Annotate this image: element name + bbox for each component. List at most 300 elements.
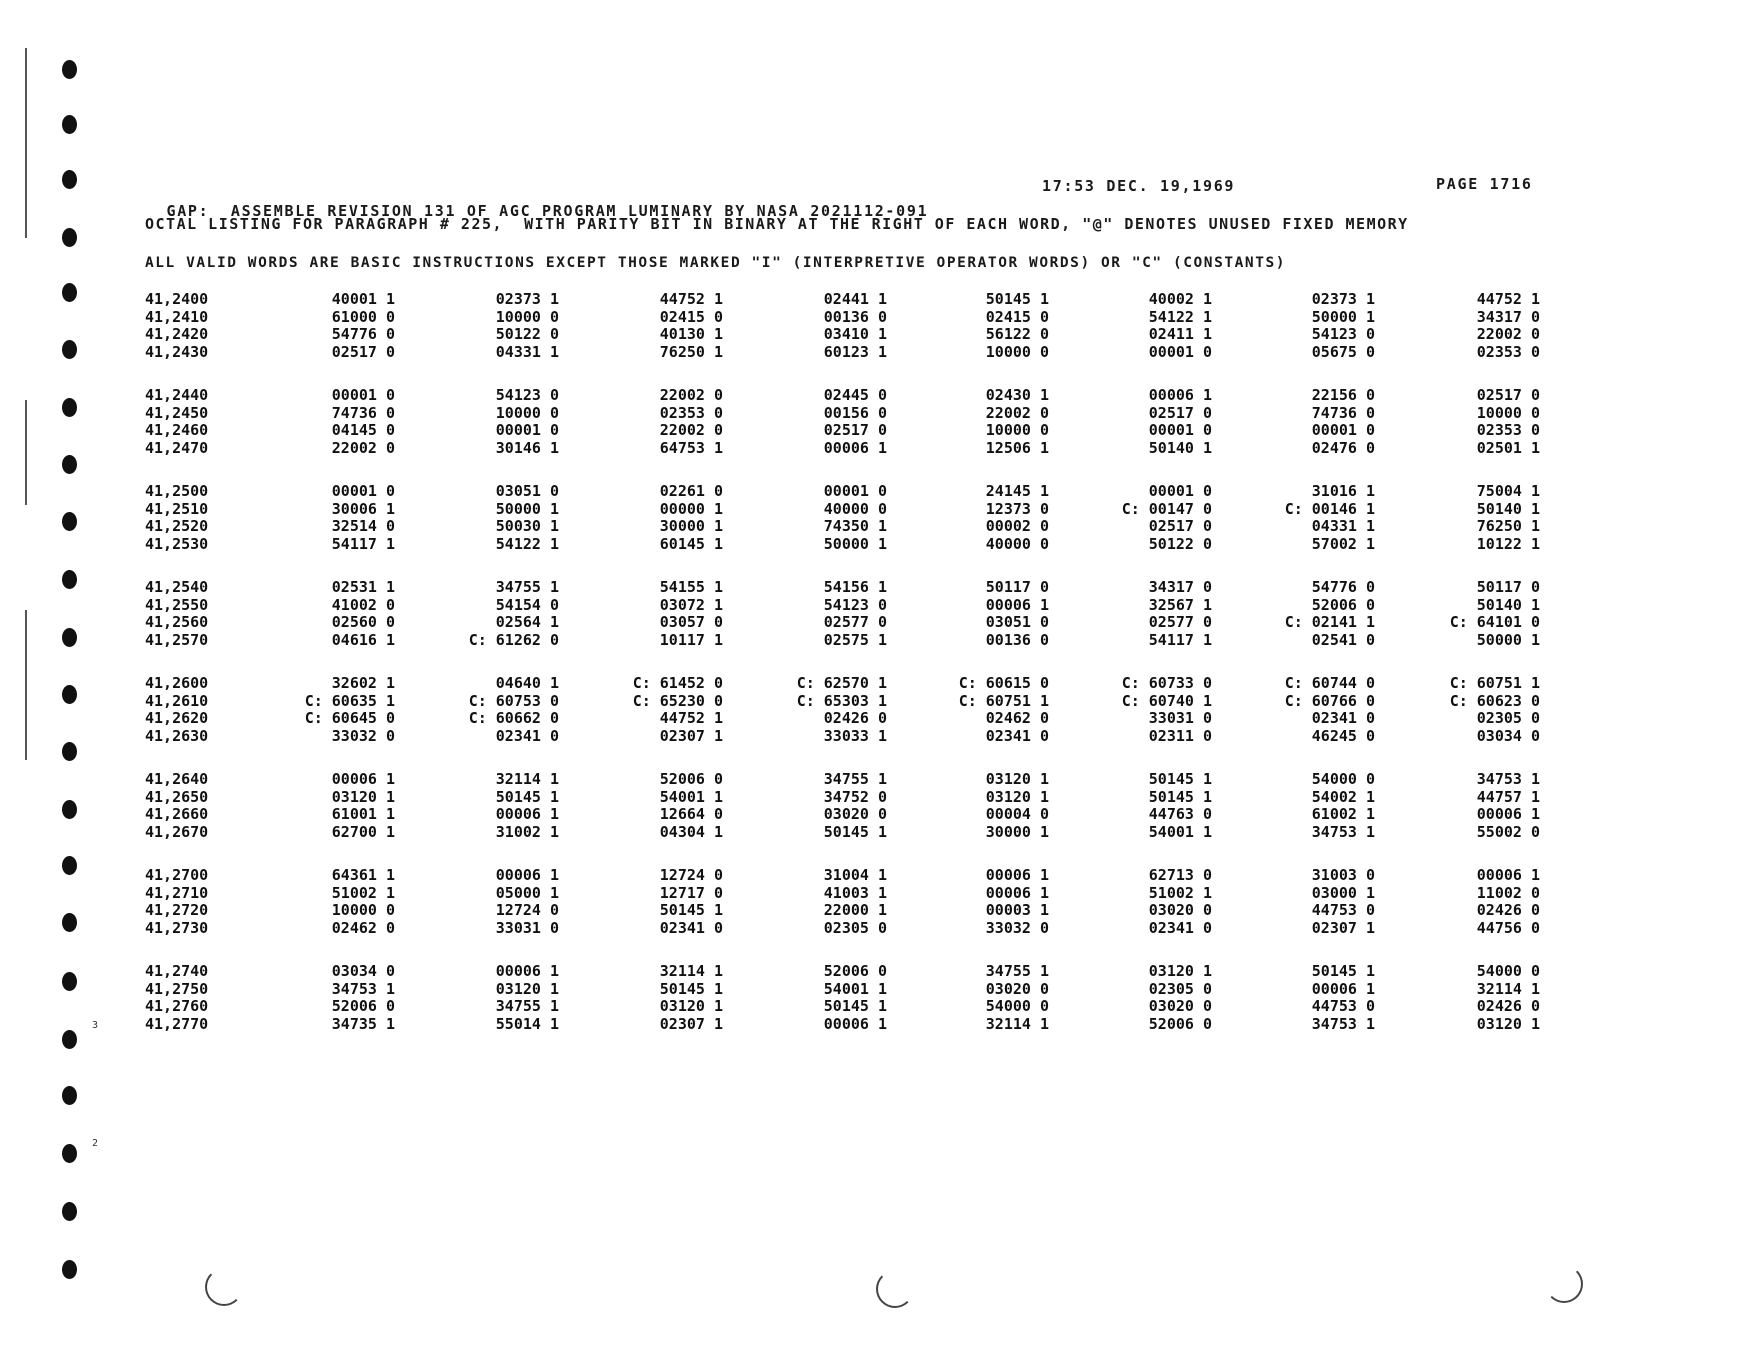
octal-word-cell: 30000 1 xyxy=(659,517,723,535)
octal-word-cell: 33032 0 xyxy=(985,918,1049,937)
octal-word-cell: 34752 0 xyxy=(823,787,887,806)
octal-word-cell: 02353 0 xyxy=(1476,342,1540,361)
octal-word-cell: 32114 1 xyxy=(659,962,723,980)
address-cell: 41,2540 xyxy=(145,578,209,596)
address-cell: 41,2560 xyxy=(145,613,209,631)
address-cell: 41,2670 xyxy=(145,822,209,841)
octal-word-cell: 00006 1 xyxy=(495,866,559,884)
octal-word-cell: 03072 1 xyxy=(659,595,723,614)
listing-row xyxy=(145,596,1565,614)
octal-word-cell: 33031 0 xyxy=(495,918,559,937)
octal-word-cell: 03000 1 xyxy=(1311,883,1375,902)
octal-word-cell: 02411 1 xyxy=(1148,325,1212,343)
octal-word-cell: C: 60744 0 xyxy=(1284,674,1375,692)
octal-word-cell: 02426 0 xyxy=(1476,997,1540,1015)
octal-word-cell: 12724 0 xyxy=(495,901,559,919)
listing-row xyxy=(145,692,1565,710)
octal-word-cell: 52006 0 xyxy=(823,962,887,980)
listing-row xyxy=(145,709,1565,727)
octal-word-cell: 02501 1 xyxy=(1476,438,1540,457)
octal-word-cell: 10000 0 xyxy=(1476,403,1540,422)
octal-word-cell: 52006 0 xyxy=(331,997,395,1015)
octal-word-cell: 62713 0 xyxy=(1148,866,1212,884)
octal-word-cell: 54000 0 xyxy=(1476,962,1540,980)
header-timestamp: 17:53 DEC. 19,1969 xyxy=(1042,177,1236,195)
octal-word-cell: 02373 1 xyxy=(495,290,559,308)
octal-word-cell: 33032 0 xyxy=(331,726,395,745)
header-line-3: ALL VALID WORDS ARE BASIC INSTRUCTIONS EXCEPT THOSE MARKED "I" (INTERPRETIVE OPERATOR WORDS) OR "C" (CONSTANTS) xyxy=(145,255,1287,271)
octal-word-cell: 54122 1 xyxy=(1148,307,1212,326)
octal-word-cell: 40000 0 xyxy=(823,499,887,518)
address-cell: 41,2450 xyxy=(145,403,209,422)
octal-word-cell: 30006 1 xyxy=(331,499,395,518)
octal-word-cell: 02307 1 xyxy=(1311,918,1375,937)
octal-word-cell: 50145 1 xyxy=(823,997,887,1015)
octal-word-cell: 00136 0 xyxy=(823,307,887,326)
octal-word-cell: 55014 1 xyxy=(495,1014,559,1033)
octal-word-cell: 00006 1 xyxy=(985,866,1049,884)
octal-word-cell: 00001 0 xyxy=(1148,482,1212,500)
octal-word-cell: 00006 1 xyxy=(823,1014,887,1033)
punch-hole xyxy=(62,1086,77,1105)
address-cell: 41,2650 xyxy=(145,787,209,806)
margin-mark: 3 xyxy=(92,1020,99,1031)
octal-word-cell: 02311 0 xyxy=(1148,726,1212,745)
octal-word-cell: 34755 1 xyxy=(495,578,559,596)
octal-word-cell: 50145 1 xyxy=(823,822,887,841)
octal-word-cell: C: 60645 0 xyxy=(304,709,395,727)
octal-word-cell: 00001 0 xyxy=(1148,421,1212,439)
octal-word-cell: 02341 0 xyxy=(1148,918,1212,937)
punch-hole xyxy=(62,60,77,79)
punch-hole xyxy=(62,1202,77,1221)
octal-word-cell: 02305 0 xyxy=(1148,979,1212,998)
octal-word-cell: 00006 1 xyxy=(495,805,559,823)
address-cell: 41,2700 xyxy=(145,866,209,884)
octal-word-cell: C: 60751 1 xyxy=(958,691,1049,710)
octal-word-cell: 03051 0 xyxy=(495,482,559,500)
punch-hole xyxy=(62,1030,77,1049)
octal-word-cell: 02564 1 xyxy=(495,613,559,631)
octal-word-cell: 03034 0 xyxy=(331,962,395,980)
listing-row xyxy=(145,404,1565,422)
address-cell: 41,2740 xyxy=(145,962,209,980)
address-cell: 41,2510 xyxy=(145,499,209,518)
octal-word-cell: 22156 0 xyxy=(1311,386,1375,404)
octal-word-cell: 30000 1 xyxy=(985,822,1049,841)
octal-word-cell: 24145 1 xyxy=(985,482,1049,500)
octal-word-cell: 04331 1 xyxy=(495,342,559,361)
listing-block xyxy=(145,578,1565,674)
octal-word-cell: 54000 0 xyxy=(1311,770,1375,788)
punch-hole xyxy=(62,800,77,819)
punch-hole xyxy=(62,340,77,359)
octal-word-cell: 10122 1 xyxy=(1476,534,1540,553)
octal-word-cell: 02341 0 xyxy=(495,726,559,745)
octal-word-cell: 44752 1 xyxy=(659,290,723,308)
octal-word-cell: 41003 1 xyxy=(823,883,887,902)
octal-word-cell: 11002 0 xyxy=(1476,883,1540,902)
address-cell: 41,2420 xyxy=(145,325,209,343)
octal-word-cell: 00001 0 xyxy=(331,386,395,404)
octal-word-cell: 34753 1 xyxy=(1476,770,1540,788)
punch-hole xyxy=(62,742,77,761)
octal-word-cell: 76250 1 xyxy=(659,342,723,361)
octal-word-cell: 50145 1 xyxy=(659,901,723,919)
listing-row xyxy=(145,962,1565,980)
octal-word-cell: 22002 0 xyxy=(659,421,723,439)
address-cell: 41,2770 xyxy=(145,1014,209,1033)
octal-word-cell: 03120 1 xyxy=(495,979,559,998)
octal-word-cell: 50140 1 xyxy=(1476,499,1540,518)
octal-word-cell: 40002 1 xyxy=(1148,290,1212,308)
octal-word-cell: 50145 1 xyxy=(1148,787,1212,806)
octal-word-cell: 02577 0 xyxy=(1148,613,1212,631)
octal-word-cell: 52006 0 xyxy=(659,770,723,788)
octal-word-cell: 02462 0 xyxy=(331,918,395,937)
octal-word-cell: 54156 1 xyxy=(823,578,887,596)
octal-word-cell: 02307 1 xyxy=(659,726,723,745)
listing-row xyxy=(145,290,1565,308)
octal-word-cell: 32514 0 xyxy=(331,517,395,535)
octal-word-cell: 33031 0 xyxy=(1148,709,1212,727)
octal-word-cell: 04304 1 xyxy=(659,822,723,841)
punch-hole xyxy=(62,283,77,302)
octal-word-cell: 54000 0 xyxy=(985,997,1049,1015)
listing-row xyxy=(145,308,1565,326)
octal-word-cell: 03020 0 xyxy=(823,805,887,823)
listing-row xyxy=(145,866,1565,884)
octal-word-cell: 02305 0 xyxy=(823,918,887,937)
octal-word-cell: 31002 1 xyxy=(495,822,559,841)
octal-word-cell: C: 00146 1 xyxy=(1284,499,1375,518)
octal-word-cell: 02517 0 xyxy=(1476,386,1540,404)
octal-word-cell: C: 60740 1 xyxy=(1121,691,1212,710)
octal-word-cell: 44757 1 xyxy=(1476,787,1540,806)
octal-word-cell: 40130 1 xyxy=(659,325,723,343)
margin-line xyxy=(25,610,27,760)
punch-hole xyxy=(62,570,77,589)
octal-word-cell: 22002 0 xyxy=(1476,325,1540,343)
octal-word-cell: 32602 1 xyxy=(331,674,395,692)
listing-row xyxy=(145,631,1565,649)
octal-word-cell: 54001 1 xyxy=(1148,822,1212,841)
octal-word-cell: 52006 0 xyxy=(1311,595,1375,614)
octal-word-cell: 34753 1 xyxy=(1311,822,1375,841)
margin-line xyxy=(25,48,27,238)
octal-word-cell: 41002 0 xyxy=(331,595,395,614)
address-cell: 41,2730 xyxy=(145,918,209,937)
octal-word-cell: 10000 0 xyxy=(985,342,1049,361)
octal-word-cell: C: 60635 1 xyxy=(304,691,395,710)
listing-row xyxy=(145,578,1565,596)
octal-word-cell: 00004 0 xyxy=(985,805,1049,823)
octal-word-cell: 34317 0 xyxy=(1148,578,1212,596)
octal-word-cell: 12664 0 xyxy=(659,805,723,823)
listing-row xyxy=(145,421,1565,439)
octal-word-cell: 50030 1 xyxy=(495,517,559,535)
octal-word-cell: 22002 0 xyxy=(331,438,395,457)
octal-word-cell: 00006 1 xyxy=(495,962,559,980)
octal-word-cell: 00006 1 xyxy=(985,883,1049,902)
listing-row xyxy=(145,901,1565,919)
octal-word-cell: 10000 0 xyxy=(495,403,559,422)
octal-word-cell: 31016 1 xyxy=(1311,482,1375,500)
octal-word-cell: C: 60623 0 xyxy=(1449,691,1540,710)
address-cell: 41,2640 xyxy=(145,770,209,788)
octal-word-cell: 00006 1 xyxy=(1476,866,1540,884)
octal-word-cell: C: 60733 0 xyxy=(1121,674,1212,692)
octal-word-cell: 12506 1 xyxy=(985,438,1049,457)
octal-word-cell: 03051 0 xyxy=(985,613,1049,631)
listing-row xyxy=(145,386,1565,404)
octal-word-cell: C: 00147 0 xyxy=(1121,499,1212,518)
listing-block xyxy=(145,674,1565,770)
address-cell: 41,2440 xyxy=(145,386,209,404)
octal-word-cell: 02353 0 xyxy=(1476,421,1540,439)
octal-word-cell: 40001 1 xyxy=(331,290,395,308)
listing-row xyxy=(145,919,1565,937)
octal-word-cell: 02373 1 xyxy=(1311,290,1375,308)
octal-word-cell: 76250 1 xyxy=(1476,517,1540,535)
octal-word-cell: 00006 1 xyxy=(985,595,1049,614)
page-curl-mark xyxy=(205,1268,243,1306)
octal-word-cell: 02517 0 xyxy=(331,342,395,361)
address-cell: 41,2430 xyxy=(145,342,209,361)
octal-word-cell: 00006 1 xyxy=(1148,386,1212,404)
octal-word-cell: 50145 1 xyxy=(1148,770,1212,788)
octal-word-cell: 62700 1 xyxy=(331,822,395,841)
listing-row xyxy=(145,482,1565,500)
listing-row xyxy=(145,770,1565,788)
listing-row xyxy=(145,884,1565,902)
octal-word-cell: 00156 0 xyxy=(823,403,887,422)
octal-word-cell: 60145 1 xyxy=(659,534,723,553)
octal-word-cell: 55002 0 xyxy=(1476,822,1540,841)
octal-word-cell: 54117 1 xyxy=(1148,630,1212,649)
octal-word-cell: 05000 1 xyxy=(495,883,559,902)
octal-word-cell: C: 61262 0 xyxy=(468,630,559,649)
octal-listing xyxy=(145,290,1565,1058)
listing-row xyxy=(145,439,1565,457)
octal-word-cell: 54776 0 xyxy=(1311,578,1375,596)
octal-word-cell: C: 62570 1 xyxy=(796,674,887,692)
listing-row xyxy=(145,674,1565,692)
octal-word-cell: 02560 0 xyxy=(331,613,395,631)
octal-word-cell: 50145 1 xyxy=(495,787,559,806)
octal-word-cell: 31003 0 xyxy=(1311,866,1375,884)
octal-word-cell: 34755 1 xyxy=(823,770,887,788)
listing-row xyxy=(145,517,1565,535)
page-curl-mark xyxy=(876,1270,914,1308)
octal-word-cell: 52006 0 xyxy=(1148,1014,1212,1033)
octal-word-cell: 54123 0 xyxy=(1311,325,1375,343)
octal-word-cell: 02541 0 xyxy=(1311,630,1375,649)
octal-word-cell: 04616 1 xyxy=(331,630,395,649)
octal-word-cell: 02261 0 xyxy=(659,482,723,500)
octal-word-cell: 03120 1 xyxy=(985,787,1049,806)
address-cell: 41,2520 xyxy=(145,517,209,535)
octal-word-cell: 44752 1 xyxy=(1476,290,1540,308)
margin-mark: 2 xyxy=(92,1138,99,1149)
octal-word-cell: 61001 1 xyxy=(331,805,395,823)
octal-word-cell: 44753 0 xyxy=(1311,901,1375,919)
octal-word-cell: 31004 1 xyxy=(823,866,887,884)
octal-word-cell: 32567 1 xyxy=(1148,595,1212,614)
octal-word-cell: 02441 1 xyxy=(823,290,887,308)
octal-word-cell: 54122 1 xyxy=(495,534,559,553)
octal-word-cell: 54002 1 xyxy=(1311,787,1375,806)
octal-word-cell: 50140 1 xyxy=(1148,438,1212,457)
octal-word-cell: 04640 1 xyxy=(495,674,559,692)
listing-block xyxy=(145,770,1565,866)
octal-word-cell: 34755 1 xyxy=(985,962,1049,980)
octal-word-cell: 02517 0 xyxy=(1148,517,1212,535)
address-cell: 41,2630 xyxy=(145,726,209,745)
address-cell: 41,2400 xyxy=(145,290,209,308)
octal-word-cell: 54001 1 xyxy=(823,979,887,998)
octal-word-cell: 10117 1 xyxy=(659,630,723,649)
listing-row xyxy=(145,500,1565,518)
octal-word-cell: 10000 0 xyxy=(331,901,395,919)
header-title: GAP: ASSEMBLE REVISION 131 OF AGC PROGRAM LUMINARY BY NASA 2021112-091 xyxy=(166,202,929,220)
octal-word-cell: 34317 0 xyxy=(1476,307,1540,326)
punch-hole xyxy=(62,1144,77,1163)
octal-word-cell: 03120 1 xyxy=(659,997,723,1015)
octal-word-cell: 03120 1 xyxy=(331,787,395,806)
octal-word-cell: 03120 1 xyxy=(985,770,1049,788)
punch-hole xyxy=(62,856,77,875)
octal-word-cell: 03020 0 xyxy=(1148,901,1212,919)
octal-word-cell: 03057 0 xyxy=(659,613,723,631)
listing-block xyxy=(145,866,1565,962)
octal-word-cell: 56122 0 xyxy=(985,325,1049,343)
octal-word-cell: 34753 1 xyxy=(331,979,395,998)
octal-word-cell: C: 61452 0 xyxy=(632,674,723,692)
octal-word-cell: 02341 0 xyxy=(985,726,1049,745)
octal-word-cell: 44763 0 xyxy=(1148,805,1212,823)
octal-word-cell: 34753 1 xyxy=(1311,1014,1375,1033)
octal-word-cell: 32114 1 xyxy=(1476,979,1540,998)
listing-row xyxy=(145,788,1565,806)
punch-hole xyxy=(62,228,77,247)
address-cell: 41,2410 xyxy=(145,307,209,326)
octal-word-cell: 02426 0 xyxy=(1476,901,1540,919)
octal-word-cell: C: 60753 0 xyxy=(468,691,559,710)
octal-word-cell: 02415 0 xyxy=(985,307,1049,326)
octal-word-cell: 34755 1 xyxy=(495,997,559,1015)
octal-word-cell: 61002 1 xyxy=(1311,805,1375,823)
octal-word-cell: 02307 1 xyxy=(659,1014,723,1033)
octal-word-cell: 10000 0 xyxy=(495,307,559,326)
octal-word-cell: 02426 0 xyxy=(823,709,887,727)
punch-hole xyxy=(62,115,77,134)
octal-word-cell: 04331 1 xyxy=(1311,517,1375,535)
octal-word-cell: 50000 1 xyxy=(1476,630,1540,649)
octal-word-cell: 00003 1 xyxy=(985,901,1049,919)
listing-row xyxy=(145,535,1565,553)
octal-word-cell: 54123 0 xyxy=(495,386,559,404)
octal-word-cell: C: 65303 1 xyxy=(796,691,887,710)
octal-word-cell: 46245 0 xyxy=(1311,726,1375,745)
octal-word-cell: 12724 0 xyxy=(659,866,723,884)
octal-word-cell: 02517 0 xyxy=(823,421,887,439)
octal-word-cell: 22002 0 xyxy=(985,403,1049,422)
octal-word-cell: 32114 1 xyxy=(985,1014,1049,1033)
octal-word-cell: 02517 0 xyxy=(1148,403,1212,422)
page-curl-mark xyxy=(1545,1265,1583,1303)
octal-word-cell: 02462 0 xyxy=(985,709,1049,727)
octal-word-cell: 60123 1 xyxy=(823,342,887,361)
listing-row xyxy=(145,1015,1565,1033)
octal-word-cell: 74736 0 xyxy=(1311,403,1375,422)
punch-hole xyxy=(62,398,77,417)
address-cell: 41,2750 xyxy=(145,979,209,998)
punch-hole xyxy=(62,913,77,932)
listing-row xyxy=(145,823,1565,841)
octal-word-cell: 02305 0 xyxy=(1476,709,1540,727)
octal-word-cell: 02430 1 xyxy=(985,386,1049,404)
address-cell: 41,2570 xyxy=(145,630,209,649)
address-cell: 41,2500 xyxy=(145,482,209,500)
octal-word-cell: C: 60662 0 xyxy=(468,709,559,727)
octal-word-cell: 22002 0 xyxy=(659,386,723,404)
octal-word-cell: 00001 0 xyxy=(1148,342,1212,361)
octal-word-cell: 40000 0 xyxy=(985,534,1049,553)
listing-row xyxy=(145,980,1565,998)
octal-word-cell: 00001 0 xyxy=(1311,421,1375,439)
octal-word-cell: 54117 1 xyxy=(331,534,395,553)
octal-word-cell: 05675 0 xyxy=(1311,342,1375,361)
octal-word-cell: 54123 0 xyxy=(823,595,887,614)
octal-word-cell: 50145 1 xyxy=(1311,962,1375,980)
octal-word-cell: 02575 1 xyxy=(823,630,887,649)
address-cell: 41,2610 xyxy=(145,691,209,710)
octal-word-cell: 57002 1 xyxy=(1311,534,1375,553)
margin-line xyxy=(25,400,27,505)
octal-word-cell: 50140 1 xyxy=(1476,595,1540,614)
address-cell: 41,2760 xyxy=(145,997,209,1015)
octal-word-cell: 03120 1 xyxy=(1148,962,1212,980)
listing-block xyxy=(145,962,1565,1058)
octal-word-cell: 02341 0 xyxy=(1311,709,1375,727)
octal-word-cell: 00002 0 xyxy=(985,517,1049,535)
octal-word-cell: 51002 1 xyxy=(1148,883,1212,902)
octal-word-cell: 30146 1 xyxy=(495,438,559,457)
address-cell: 41,2460 xyxy=(145,421,209,439)
octal-word-cell: 00001 0 xyxy=(823,482,887,500)
address-cell: 41,2600 xyxy=(145,674,209,692)
octal-word-cell: 00006 1 xyxy=(1311,979,1375,998)
octal-word-cell: 02341 0 xyxy=(659,918,723,937)
octal-word-cell: 54776 0 xyxy=(331,325,395,343)
octal-word-cell: 12717 0 xyxy=(659,883,723,902)
octal-word-cell: 61000 0 xyxy=(331,307,395,326)
octal-word-cell: 03120 1 xyxy=(1476,1014,1540,1033)
octal-word-cell: 02445 0 xyxy=(823,386,887,404)
octal-word-cell: 44752 1 xyxy=(659,709,723,727)
octal-word-cell: 02415 0 xyxy=(659,307,723,326)
address-cell: 41,2710 xyxy=(145,883,209,902)
octal-word-cell: 50145 1 xyxy=(659,979,723,998)
octal-word-cell: C: 60766 0 xyxy=(1284,691,1375,710)
octal-word-cell: C: 64101 0 xyxy=(1449,613,1540,631)
octal-word-cell: 00001 0 xyxy=(331,482,395,500)
page-number: PAGE 1716 xyxy=(1436,175,1533,193)
address-cell: 41,2550 xyxy=(145,595,209,614)
listing-block xyxy=(145,290,1565,386)
address-cell: 41,2720 xyxy=(145,901,209,919)
